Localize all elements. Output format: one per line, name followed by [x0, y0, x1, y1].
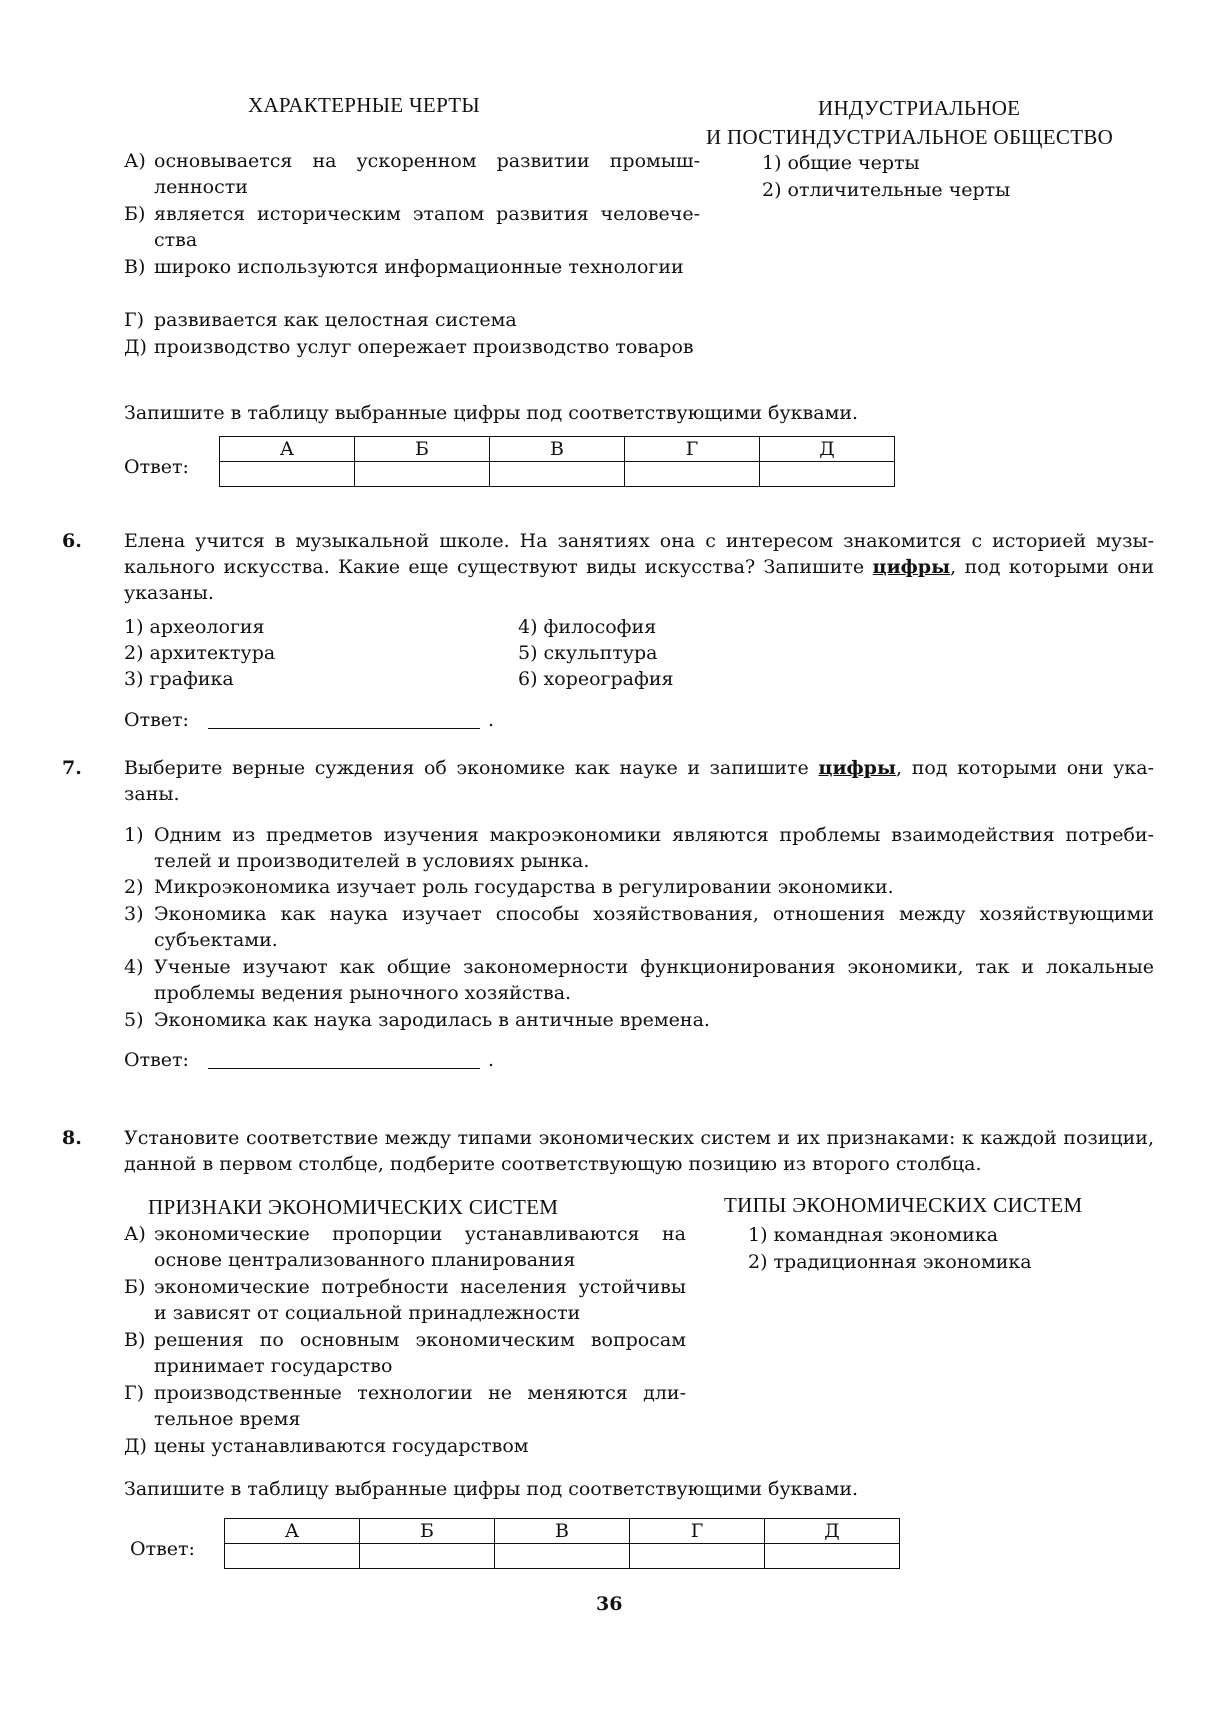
item-label: Д) — [124, 336, 147, 358]
table-header-g: Г — [630, 1519, 765, 1544]
q8-item-b — [124, 1274, 686, 1326]
answer-table — [219, 436, 895, 487]
item-label: 3) — [124, 903, 144, 925]
table-header-d: Д — [765, 1519, 900, 1544]
answer-cell-b[interactable] — [355, 462, 490, 487]
answer-label: Ответ: — [124, 456, 189, 478]
option-2: 2) отличительные черты — [762, 179, 1011, 201]
q8-option-2: 2) традиционная экономика — [748, 1251, 1032, 1273]
answer-label: Ответ: — [124, 709, 189, 731]
item-label: Д) — [124, 1435, 147, 1457]
item-label: Б) — [124, 203, 146, 225]
table-header-v: В — [490, 437, 625, 462]
item-label: 1) — [124, 824, 144, 846]
item-text: экономические потребности населения устойчивы и зависят от социальной принадлежности — [154, 1276, 686, 1324]
option-1: 1) общие черты — [762, 152, 920, 174]
table-header-a: А — [220, 437, 355, 462]
left-column-header: ХАРАКТЕРНЫЕ ЧЕРТЫ — [248, 93, 481, 117]
question-number-6: 6. — [62, 530, 82, 552]
item-text: производственные технологии не меняются длительное время — [154, 1382, 686, 1430]
q6-option-2: 2) архитектура — [124, 642, 276, 664]
answer-end-period: . — [488, 709, 495, 731]
item-text: основывается на ускоренном развитии промышленности — [154, 150, 700, 198]
table-header-d: Д — [760, 437, 895, 462]
item-text: производство услуг опережает производство товаров — [154, 336, 694, 358]
q6-option-1: 1) археология — [124, 616, 265, 638]
item-label: Г) — [124, 1382, 144, 1404]
table-header-a: А — [225, 1519, 360, 1544]
item-label: В) — [124, 256, 146, 278]
item-label: А) — [124, 150, 146, 172]
item-text: Одним из предметов изучения макроэкономики являются проблемы взаимодействия потребителей и производителей в условиях рынка. — [154, 824, 1154, 872]
item-text: широко используются информационные технологии — [154, 256, 684, 278]
right-column-header: ТИПЫ ЭКОНОМИЧЕСКИХ СИСТЕМ — [724, 1193, 1083, 1217]
table-instruction: Запишите в таблицу выбранные цифры под соответствующими буквами. — [124, 402, 859, 424]
answer-cell-v[interactable] — [495, 1544, 630, 1569]
answer-line[interactable] — [208, 1068, 480, 1069]
q8-item-d — [124, 1433, 686, 1459]
answer-cell-d[interactable] — [765, 1544, 900, 1569]
table-header-b: Б — [355, 437, 490, 462]
answer-cell-g[interactable] — [625, 462, 760, 487]
right-column-header-line2: И ПОСТИНДУСТРИАЛЬНОЕ ОБЩЕСТВО — [706, 125, 1114, 149]
question-8-text: Установите соответствие между типами экономических систем и их признаками: к каждой позиции, данной в первом столбце, подберите соответствующую позицию из второго столбца. — [124, 1127, 1154, 1175]
q6-option-3: 3) графика — [124, 668, 234, 690]
question-7-text — [124, 755, 1154, 807]
table-instruction: Запишите в таблицу выбранные цифры под соответствующими буквами. — [124, 1478, 859, 1500]
question-number-8: 8. — [62, 1127, 82, 1149]
q8-item-g — [124, 1380, 686, 1432]
item-label: 4) — [124, 956, 144, 978]
item-text: Экономика как наука изучает способы хозяйствования, отношения между хозяйствующими субъектами. — [154, 903, 1154, 951]
q7-item-4 — [124, 954, 1154, 1006]
q6-option-5: 5) скульптура — [518, 642, 658, 664]
emphasis-digits: цифры — [818, 757, 897, 779]
answer-table — [224, 1518, 900, 1569]
item-text: экономические пропорции устанавливаются на основе централизованного планирования — [154, 1223, 686, 1271]
item-text: Экономика как наука зародилась в античные времена. — [154, 1009, 710, 1031]
feature-item-a — [124, 148, 700, 200]
q8-item-a — [124, 1221, 686, 1273]
item-label: А) — [124, 1223, 146, 1245]
question-text-part: Елена учится в музыкальной школе. На занятиях она с интересом знакомится с историей музыкального искусства. Какие еще существуют виды искусства? Запишите — [124, 530, 1154, 578]
q6-option-4: 4) философия — [518, 616, 657, 638]
feature-item-g — [124, 307, 700, 333]
answer-cell-g[interactable] — [630, 1544, 765, 1569]
q7-item-1 — [124, 822, 1154, 874]
question-text-part: Выберите верные суждения об экономике как науке и запишите — [124, 757, 819, 779]
table-header-v: В — [495, 1519, 630, 1544]
feature-item-b — [124, 201, 700, 253]
answer-cell-a[interactable] — [225, 1544, 360, 1569]
item-label: В) — [124, 1329, 146, 1351]
question-number-7: 7. — [62, 757, 82, 779]
item-text: является историческим этапом развития человечества — [154, 203, 700, 251]
item-label: Б) — [124, 1276, 146, 1298]
answer-label: Ответ: — [124, 1049, 189, 1071]
answer-cell-d[interactable] — [760, 462, 895, 487]
item-text: Микроэкономика изучает роль государства в регулировании экономики. — [154, 876, 894, 898]
item-text: Ученые изучают как общие закономерности функционирования экономики, так и локальные проблемы ведения рыночного хозяйства. — [154, 956, 1154, 1004]
emphasis-digits: цифры — [872, 556, 951, 578]
q7-item-3 — [124, 901, 1154, 953]
right-column-header-line1: ИНДУСТРИАЛЬНОЕ — [818, 96, 1021, 120]
q7-item-2 — [124, 874, 1154, 900]
answer-cell-a[interactable] — [220, 462, 355, 487]
q8-item-v — [124, 1327, 686, 1379]
question-6-text — [124, 528, 1154, 606]
feature-item-d — [124, 334, 700, 360]
answer-cell-v[interactable] — [490, 462, 625, 487]
q7-item-5 — [124, 1007, 1154, 1033]
q6-option-6: 6) хореография — [518, 668, 674, 690]
item-label: 5) — [124, 1009, 144, 1031]
item-label: Г) — [124, 309, 144, 331]
answer-end-period: . — [488, 1049, 495, 1071]
question-text-part: , под которыми они указаны. — [124, 556, 1154, 604]
answer-cell-b[interactable] — [360, 1544, 495, 1569]
item-label: 2) — [124, 876, 144, 898]
table-header-g: Г — [625, 437, 760, 462]
q8-option-1: 1) командная экономика — [748, 1224, 999, 1246]
item-text: цены устанавливаются государством — [154, 1435, 529, 1457]
item-text: развивается как целостная система — [154, 309, 517, 331]
question-text-part: , под которыми они указаны. — [124, 757, 1154, 805]
answer-label: Ответ: — [130, 1538, 195, 1560]
item-text: решения по основным экономическим вопросам принимает государство — [154, 1329, 686, 1377]
answer-line[interactable] — [208, 728, 480, 729]
left-column-header: ПРИЗНАКИ ЭКОНОМИЧЕСКИХ СИСТЕМ — [148, 1195, 559, 1219]
table-header-b: Б — [360, 1519, 495, 1544]
page-number: 36 — [596, 1593, 623, 1615]
feature-item-v — [124, 254, 700, 280]
